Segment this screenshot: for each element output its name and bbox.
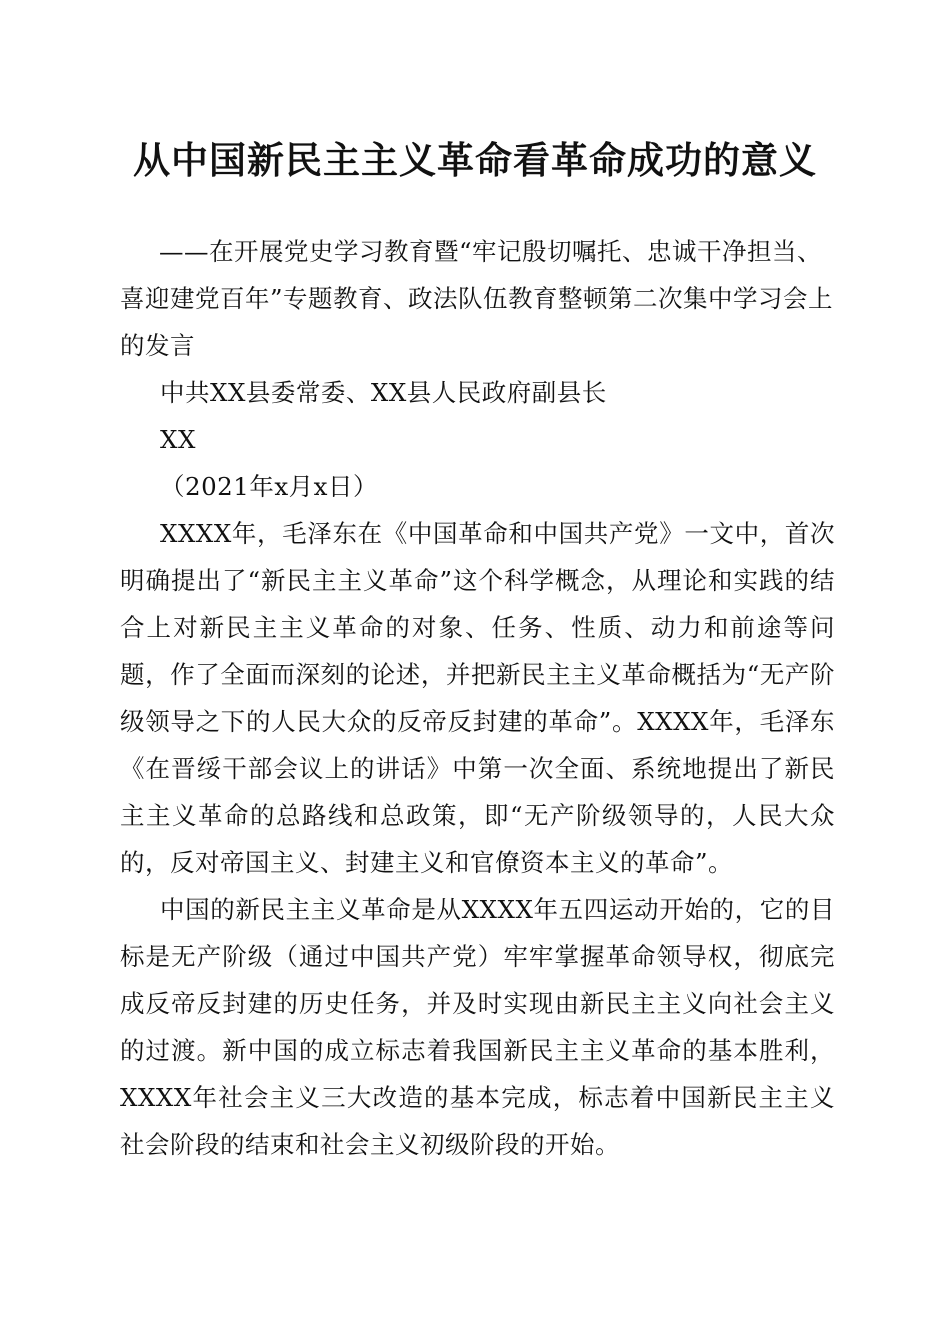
document-title: 从中国新民主主义革命看革命成功的意义 <box>133 138 817 182</box>
document-body <box>120 228 835 1168</box>
author-name: XX <box>160 425 196 454</box>
author-position: 中共XX县委常委、XX县人民政府副县长 <box>160 378 607 407</box>
body-paragraph: 中国的新民主主义革命是从XXXX年五四运动开始的，它的目标是无产阶级（通过中国共产党）牢牢掌握革命领导权，彻底完成反帝反封建的历史任务，并及时实现由新民主主义向社会主义的过渡。新中国的成立标志着我国新民主主义革命的基本胜利，XXXX年社会主义三大改造的基本完成，标志着中国新民主主义社会阶段的结束和社会主义初级阶段的开始。 <box>120 895 835 1159</box>
speech-date: （2021年x月x日） <box>160 472 378 501</box>
body-paragraph: XXXX年，毛泽东在《中国革命和中国共产党》一文中，首次明确提出了“新民主主义革命”这个科学概念，从理论和实践的结合上对新民主主义革命的对象、任务、性质、动力和前途等问题，作了全面而深刻的论述，并把新民主主义革命概括为“无产阶级领导之下的人民大众的反帝反封建的革命”。XXXX年，毛泽东《在晋绥干部会议上的讲话》中第一次全面、系统地提出了新民主主义革命的总路线和总政策，即“无产阶级领导的，人民大众的，反对帝国主义、封建主义和官僚资本主义的革命”。 <box>120 519 835 877</box>
document-subtitle: ——在开展党史学习教育暨“牢记殷切嘱托、忠诚干净担当、喜迎建党百年”专题教育、政法队伍教育整顿第二次集中学习会上的发言 <box>120 237 834 360</box>
